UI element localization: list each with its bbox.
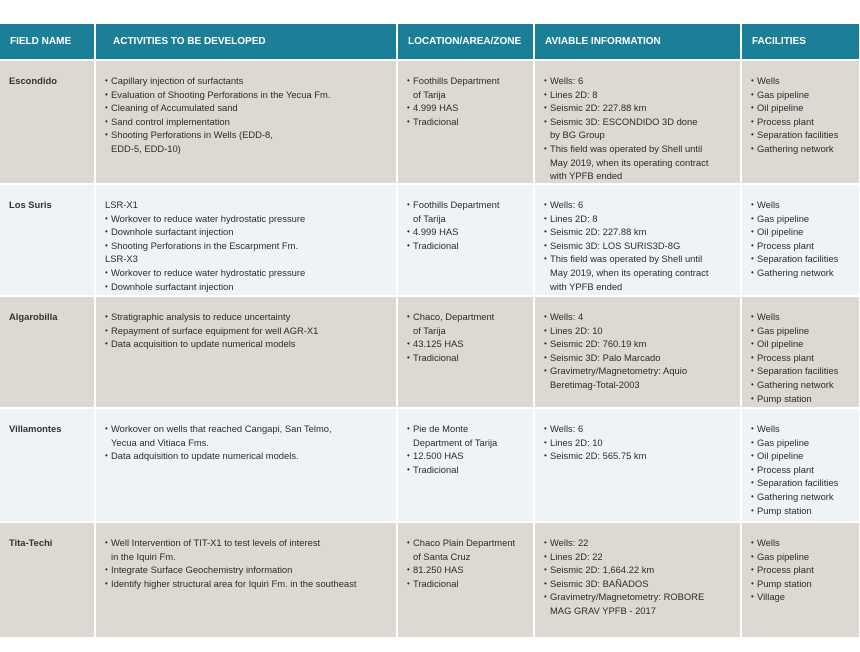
list-item: • Seismic 3D: Palo Marcado bbox=[544, 351, 734, 365]
list-subheading: LSR-X3 bbox=[105, 253, 138, 265]
list-item: • Gas pipeline bbox=[751, 436, 853, 450]
information-cell bbox=[534, 408, 741, 522]
list-item: • Process plant bbox=[751, 239, 853, 253]
fields-table bbox=[0, 24, 860, 639]
list-item: • Evaluation of Shooting Perforations in the Yecua Fm. bbox=[105, 88, 390, 102]
field-name-cell: Los Suris bbox=[0, 184, 95, 296]
list-item: • Separation facilities bbox=[751, 476, 853, 490]
activities-list bbox=[105, 310, 390, 351]
header-information: AVIABLE INFORMATION bbox=[534, 24, 741, 60]
activities-list bbox=[105, 422, 390, 463]
list-item: • Lines 2D: 10 bbox=[544, 436, 734, 450]
list-item: • Gathering network bbox=[751, 142, 853, 156]
header-field-name: FIELD NAME bbox=[0, 24, 95, 60]
list-item: • Seismic 2D: 1,664.22 km bbox=[544, 563, 734, 577]
field-name-cell: Tita-Techi bbox=[0, 522, 95, 638]
list-item: • Pump station bbox=[751, 504, 853, 518]
field-name-cell: Algarobilla bbox=[0, 296, 95, 408]
list-item: • Tradicional bbox=[407, 351, 527, 365]
field-name-cell: Escondido bbox=[0, 60, 95, 184]
list-item: • Lines 2D: 8 bbox=[544, 88, 734, 102]
table-row bbox=[0, 184, 860, 296]
location-list bbox=[407, 310, 527, 364]
list-item: • Lines 2D: 10 bbox=[544, 324, 734, 338]
location-list bbox=[407, 74, 527, 128]
facilities-list bbox=[751, 198, 853, 280]
location-cell bbox=[397, 296, 534, 408]
list-item: • Workover on wells that reached Cangapi, San Telmo, Yecua and Vitiaca Fms. bbox=[105, 422, 390, 449]
list-item: • Lines 2D: 22 bbox=[544, 550, 734, 564]
facilities-cell bbox=[741, 522, 860, 638]
information-cell bbox=[534, 60, 741, 184]
facilities-list bbox=[751, 310, 853, 405]
list-item: • 4.999 HAS bbox=[407, 101, 527, 115]
table-header bbox=[0, 24, 860, 60]
list-item: • Seismic 2D: 227.88 km bbox=[544, 225, 734, 239]
list-item: • Sand control implementation bbox=[105, 115, 390, 129]
list-item: • Gas pipeline bbox=[751, 212, 853, 226]
list-item: • Seismic 3D: BAÑADOS bbox=[544, 577, 734, 591]
activities-cell bbox=[95, 60, 397, 184]
list-item: • 4.999 HAS bbox=[407, 225, 527, 239]
list-item: • Seismic 3D: ESCONDIDO 3D done by BG Group bbox=[544, 115, 734, 142]
list-item: • Data acquisition to update numerical models bbox=[105, 337, 390, 351]
location-list bbox=[407, 536, 527, 590]
list-item: • Wells: 6 bbox=[544, 198, 734, 212]
list-item: • Workover to reduce water hydrostatic pressure bbox=[105, 212, 390, 226]
table-body bbox=[0, 60, 860, 638]
title-strip-cropped bbox=[0, 0, 860, 22]
list-item: • Stratigraphic analysis to reduce uncertainty bbox=[105, 310, 390, 324]
activities-cell bbox=[95, 184, 397, 296]
list-item: • Capillary injection of surfactants bbox=[105, 74, 390, 88]
list-item: • Gathering network bbox=[751, 490, 853, 504]
header-location: LOCATION/AREA/ZONE bbox=[397, 24, 534, 60]
list-item: • Integrate Surface Geochemistry information bbox=[105, 563, 390, 577]
list-item: • Identify higher structural area for Iquiri Fm. in the southeast bbox=[105, 577, 390, 591]
list-item: • Process plant bbox=[751, 351, 853, 365]
list-item: • Oil pipeline bbox=[751, 225, 853, 239]
list-item: • Wells bbox=[751, 198, 853, 212]
list-item: • Tradicional bbox=[407, 577, 527, 591]
list-item: • Chaco Plain Department of Santa Cruz bbox=[407, 536, 527, 563]
facilities-list bbox=[751, 422, 853, 517]
list-item: • Seismic 2D: 565.75 km bbox=[544, 449, 734, 463]
list-item: • Gas pipeline bbox=[751, 550, 853, 564]
activities-list bbox=[105, 74, 390, 156]
list-item: • Seismic 2D: 227.88 km bbox=[544, 101, 734, 115]
list-item: • Gas pipeline bbox=[751, 88, 853, 102]
information-cell bbox=[534, 184, 741, 296]
table-row bbox=[0, 408, 860, 522]
table-row bbox=[0, 60, 860, 184]
activities-cell bbox=[95, 408, 397, 522]
table-row bbox=[0, 296, 860, 408]
list-item: • Tradicional bbox=[407, 463, 527, 477]
list-item: • Process plant bbox=[751, 463, 853, 477]
list-item: • Foothills Department of Tarija bbox=[407, 198, 527, 225]
list-item: • Seismic 2D: 760.19 km bbox=[544, 337, 734, 351]
list-item: • Oil pipeline bbox=[751, 101, 853, 115]
list-item: • Separation facilities bbox=[751, 128, 853, 142]
list-item: • Data adquisition to update numerical models. bbox=[105, 449, 390, 463]
list-item: • Foothills Department of Tarija bbox=[407, 74, 527, 101]
list-item: • Wells bbox=[751, 74, 853, 88]
list-item: • Wells bbox=[751, 310, 853, 324]
list-item: • Oil pipeline bbox=[751, 337, 853, 351]
location-cell bbox=[397, 408, 534, 522]
list-item: • 43.125 HAS bbox=[407, 337, 527, 351]
info-list bbox=[544, 536, 734, 618]
list-item: • Process plant bbox=[751, 115, 853, 129]
list-item: • Workover to reduce water hydrostatic pressure bbox=[105, 266, 390, 280]
activities-list bbox=[105, 198, 390, 293]
list-item: • Gathering network bbox=[751, 378, 853, 392]
list-item: • Cleaning of Accumulated sand bbox=[105, 101, 390, 115]
facilities-cell bbox=[741, 184, 860, 296]
list-item: • 12.500 HAS bbox=[407, 449, 527, 463]
list-item: • This field was operated by Shell until May 2019, when its operating contract with YPFB ended bbox=[544, 252, 734, 293]
list-item: • Gas pipeline bbox=[751, 324, 853, 338]
info-list bbox=[544, 198, 734, 293]
activities-cell bbox=[95, 296, 397, 408]
list-item: • Gathering network bbox=[751, 266, 853, 280]
list-item: • Chaco, Department of Tarija bbox=[407, 310, 527, 337]
location-cell bbox=[397, 60, 534, 184]
table-row bbox=[0, 522, 860, 638]
list-item: • Wells: 6 bbox=[544, 422, 734, 436]
list-item: • Tradicional bbox=[407, 115, 527, 129]
list-item: • Process plant bbox=[751, 563, 853, 577]
list-item: • Pie de Monte Department of Tarija bbox=[407, 422, 527, 449]
list-item: • Separation facilities bbox=[751, 252, 853, 266]
facilities-list bbox=[751, 74, 853, 156]
list-item: • Pump station bbox=[751, 392, 853, 406]
facilities-cell bbox=[741, 408, 860, 522]
list-item: • Repayment of surface equipment for well AGR-X1 bbox=[105, 324, 390, 338]
list-item: • Wells: 22 bbox=[544, 536, 734, 550]
location-cell bbox=[397, 522, 534, 638]
list-item: • Village bbox=[751, 590, 853, 604]
location-list bbox=[407, 422, 527, 476]
list-item: • Shooting Perforations in Wells (EDD-8, EDD-5, EDD-10) bbox=[105, 128, 390, 155]
information-cell bbox=[534, 296, 741, 408]
list-item: • Well Intervention of TIT-X1 to test levels of interest in the Iquiri Fm. bbox=[105, 536, 390, 563]
header-facilities: FACILITIES bbox=[741, 24, 860, 60]
list-item: • Downhole surfactant injection bbox=[105, 225, 390, 239]
info-list bbox=[544, 74, 734, 183]
list-item: • This field was operated by Shell until May 2019, when its operating contract with YPFB ended bbox=[544, 142, 734, 183]
list-item: • 81.250 HAS bbox=[407, 563, 527, 577]
list-item: • Shooting Perforations in the Escarpment Fm. bbox=[105, 239, 390, 253]
facilities-cell bbox=[741, 60, 860, 184]
header-activities: ACTIVITIES TO BE DEVELOPED bbox=[95, 24, 397, 60]
list-item: • Oil pipeline bbox=[751, 449, 853, 463]
list-item: • Seismic 3D: LOS SURIS3D-8G bbox=[544, 239, 734, 253]
info-list bbox=[544, 310, 734, 392]
list-item: • Tradicional bbox=[407, 239, 527, 253]
list-item: • Wells bbox=[751, 422, 853, 436]
list-item: • Gravimetry/Magnetometry: Aquio Beretimag-Total-2003 bbox=[544, 364, 734, 391]
field-name-cell: Villamontes bbox=[0, 408, 95, 522]
info-list bbox=[544, 422, 734, 463]
activities-list bbox=[105, 536, 390, 590]
location-cell bbox=[397, 184, 534, 296]
location-list bbox=[407, 198, 527, 252]
list-subheading: LSR-X1 bbox=[105, 199, 138, 210]
list-item: • Lines 2D: 8 bbox=[544, 212, 734, 226]
list-item: • Wells bbox=[751, 536, 853, 550]
list-item: • Gravimetry/Magnetometry: ROBORE MAG GRAV YPFB - 2017 bbox=[544, 590, 734, 617]
list-item: • Wells: 6 bbox=[544, 74, 734, 88]
facilities-list bbox=[751, 536, 853, 604]
information-cell bbox=[534, 522, 741, 638]
activities-cell bbox=[95, 522, 397, 638]
list-item: • Downhole surfactant injection bbox=[105, 280, 390, 294]
list-item: • Wells: 4 bbox=[544, 310, 734, 324]
list-item: • Pump station bbox=[751, 577, 853, 591]
facilities-cell bbox=[741, 296, 860, 408]
list-item: • Separation facilities bbox=[751, 364, 853, 378]
